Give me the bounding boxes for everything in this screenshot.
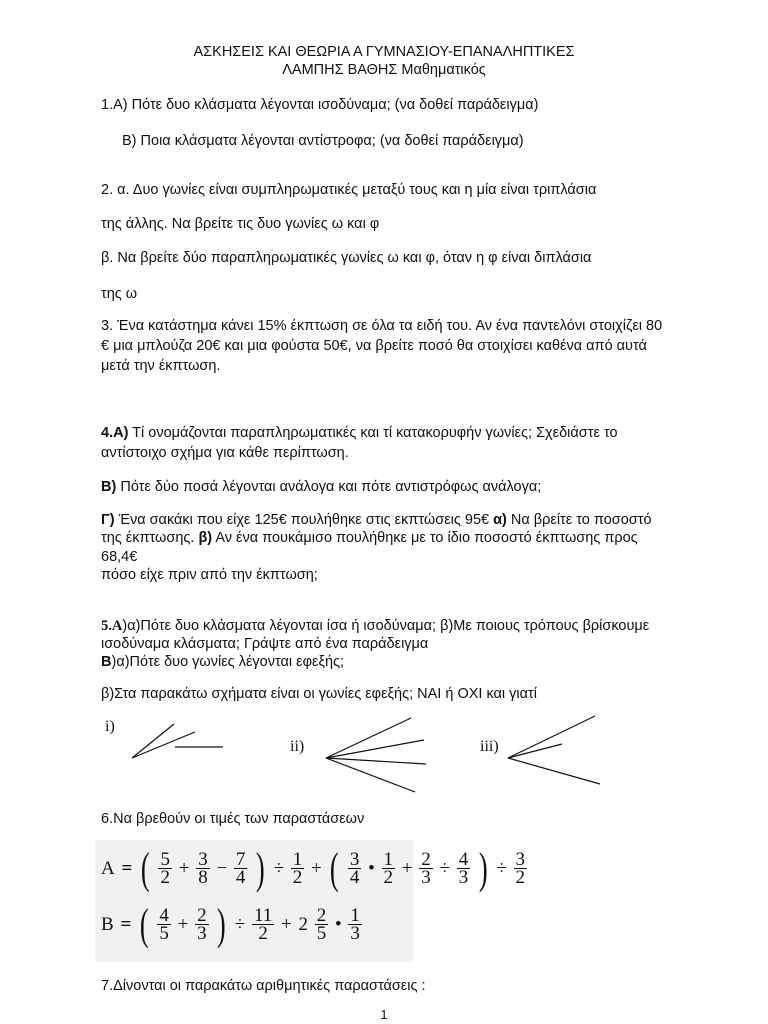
denominator: 2	[383, 867, 394, 889]
expression-a-label: A	[101, 857, 115, 879]
denominator: 2	[258, 923, 268, 945]
numerator: 11	[253, 905, 273, 927]
q5-b-line2: β)Στα παρακάτω σχήματα είναι οι γωνίες εφεξής; ΝΑΙ ή ΟΧΙ και γιατί	[101, 686, 537, 702]
denominator: 5	[159, 923, 169, 945]
expression-b-label: B	[101, 913, 114, 935]
plus-sign: +	[281, 913, 292, 935]
denominator: 5	[316, 923, 327, 945]
q2-a-line2: της άλλης. Να βρείτε τις δυο γωνίες ω και φ	[101, 216, 380, 232]
numerator: 2	[421, 849, 431, 871]
q4-a-line2: αντίστοιχο σχήμα για κάθε περίπτωση.	[101, 445, 349, 461]
q5-a-line2: ισοδύναμα κλάσματα; Γράψτε από ένα παράδειγμα	[101, 636, 429, 652]
numerator: 3	[349, 849, 360, 871]
q5-b-label: Β	[101, 654, 112, 670]
q4-b-label: Β)	[101, 479, 117, 495]
q4-c-line2-text: της έκπτωσης.	[101, 530, 199, 546]
fraction	[419, 849, 433, 889]
numerator: 2	[197, 905, 207, 927]
q4-c-line3: 68,4€	[101, 549, 138, 565]
mixed-number-whole: 2	[298, 913, 308, 935]
denominator: 2	[292, 867, 303, 889]
left-paren: (	[140, 843, 150, 893]
plus-sign: +	[401, 857, 413, 879]
q4-c-beta-text: Αν ένα πουκάμισο πουλήθηκε με το ίδιο ποσοστό έκπτωσης προς	[212, 530, 638, 546]
figure-label-ii: ii)	[290, 738, 305, 755]
denominator: 2	[160, 867, 170, 889]
numerator: 1	[350, 905, 360, 927]
q4-c-line2	[101, 530, 638, 546]
division-sign: ÷	[496, 857, 507, 879]
angle-figure-i	[125, 720, 230, 765]
q4-c-text: Ένα σακάκι που είχε 125€ πουλήθηκε στις εκπτώσεις 95€	[114, 512, 494, 528]
denominator: 4	[349, 867, 360, 889]
q4-b-line	[101, 479, 541, 495]
figure-label-iii: iii)	[480, 738, 499, 755]
left-paren: (	[139, 899, 149, 949]
fraction	[457, 849, 471, 889]
right-paren: )	[256, 843, 265, 893]
fraction	[234, 849, 248, 889]
division-sign: ÷	[234, 913, 246, 935]
q2-b-line1: β. Να βρείτε δύο παραπληρωματικές γωνίες ω και φ, όταν η φ είναι διπλάσια	[101, 250, 592, 266]
numerator: 4	[458, 849, 469, 871]
q3-line1: 3. Ένα κατάστημα κάνει 15% έκπτωση σε όλα τα ειδή του. Αν ένα παντελόνι στοιχίζει 80	[101, 318, 663, 334]
q4-a-text1: Τί ονομάζονται παραπληρωματικές και τί κατακορυφήν γωνίες; Σχεδιάστε το	[128, 425, 618, 441]
q4-c-alpha-text: Να βρείτε το ποσοστό	[506, 512, 652, 528]
q3-line2: € μια μπλούζα 20€ και μια φούστα 50€, να βρείτε ποσό θα στοιχίσει καθένα από αυτά	[101, 338, 647, 354]
q2-b-line2: της ω	[101, 286, 138, 302]
q4-c-alpha-label: α)	[493, 512, 507, 528]
fraction	[196, 849, 210, 889]
figure-label-i: i)	[105, 718, 115, 735]
left-paren: (	[330, 843, 340, 893]
q5-a-label: 5.Α	[101, 618, 123, 634]
q1-b: Β) Ποια κλάσματα λέγονται αντίστροφα; (να δοθεί παράδειγμα)	[122, 133, 524, 149]
plus-sign: +	[311, 857, 322, 879]
fraction	[157, 905, 171, 945]
q5-a-text1: )α)Πότε δυο κλάσματα λέγονται ίσα ή ισοδύναμα; β)Με ποιους τρόπους βρίσκουμε	[122, 618, 650, 634]
fraction	[291, 849, 305, 889]
q5-b-text: )α)Πότε δυο γωνίες λέγονται εφεξής;	[111, 654, 345, 670]
q4-c-line4: πόσο είχε πριν από την έκπτωση;	[101, 567, 318, 583]
fraction	[382, 849, 396, 889]
q4-c-line1	[101, 512, 652, 528]
q4-c-beta-label: β)	[198, 530, 213, 546]
denominator: 3	[350, 923, 360, 945]
plus-sign: +	[178, 857, 190, 879]
q4-a-line1	[101, 425, 618, 441]
angle-figure-ii	[320, 716, 430, 796]
denominator: 3	[421, 867, 431, 889]
document-header-line2: ΛΑΜΠΗΣ ΒΑΘΗΣ Μαθηματικός	[282, 62, 486, 78]
fraction	[158, 849, 172, 889]
denominator: 2	[515, 867, 526, 889]
fraction	[348, 849, 362, 889]
q5-a-line1	[101, 618, 649, 635]
q1-a: 1.Α) Πότε δυο κλάσματα λέγονται ισοδύναμα; (να δοθεί παράδειγμα)	[101, 97, 539, 113]
page-number: 1	[380, 1007, 388, 1022]
dot-sign: •	[368, 857, 375, 879]
fraction	[315, 905, 329, 945]
q4-b-text: Πότε δύο ποσά λέγονται ανάλογα και πότε αντιστρόφως ανάλογα;	[116, 479, 542, 495]
fraction	[348, 905, 362, 945]
division-sign: ÷	[273, 857, 284, 879]
fraction	[195, 905, 209, 945]
numerator: 4	[159, 905, 169, 927]
numerator: 3	[515, 849, 526, 871]
numerator: 1	[292, 849, 303, 871]
denominator: 3	[458, 867, 469, 889]
plus-sign: +	[177, 913, 189, 935]
equals-sign: =	[121, 857, 133, 879]
expression-a	[100, 842, 528, 894]
numerator: 7	[235, 849, 246, 871]
q6-title: 6.Να βρεθούν οι τιμές των παραστάσεων	[101, 811, 365, 827]
denominator: 8	[198, 867, 208, 889]
numerator: 2	[316, 905, 327, 927]
q4-c-label: Γ)	[101, 512, 115, 528]
equals-sign: =	[120, 913, 132, 935]
expression-b	[100, 898, 363, 950]
dot-sign: •	[335, 913, 342, 935]
q5-b-line	[101, 654, 344, 670]
angle-figure-iii	[500, 712, 610, 792]
q2-a-line1: 2. α. Δυο γωνίες είναι συμπληρωματικές μεταξύ τους και η μία είναι τριπλάσια	[101, 182, 597, 198]
q3-line3: μετά την έκπτωση.	[101, 358, 221, 374]
division-sign: ÷	[439, 857, 450, 879]
fraction	[514, 849, 528, 889]
right-paren: )	[217, 899, 227, 949]
numerator: 1	[383, 849, 394, 871]
q4-a-label: 4.Α)	[101, 425, 129, 441]
fraction	[252, 905, 274, 945]
right-paren: )	[478, 843, 488, 893]
numerator: 3	[198, 849, 208, 871]
numerator: 5	[160, 849, 170, 871]
denominator: 4	[235, 867, 246, 889]
q7-title: 7.Δίνονται οι παρακάτω αριθμητικές παραστάσεις :	[101, 978, 426, 994]
minus-sign: −	[216, 857, 228, 879]
denominator: 3	[197, 923, 207, 945]
document-header-line1: ΑΣΚΗΣΕΙΣ ΚΑΙ ΘΕΩΡΙΑ Α ΓΥΜΝΑΣΙΟΥ-ΕΠΑΝΑΛΗΠΤΙΚΕΣ	[193, 44, 575, 60]
